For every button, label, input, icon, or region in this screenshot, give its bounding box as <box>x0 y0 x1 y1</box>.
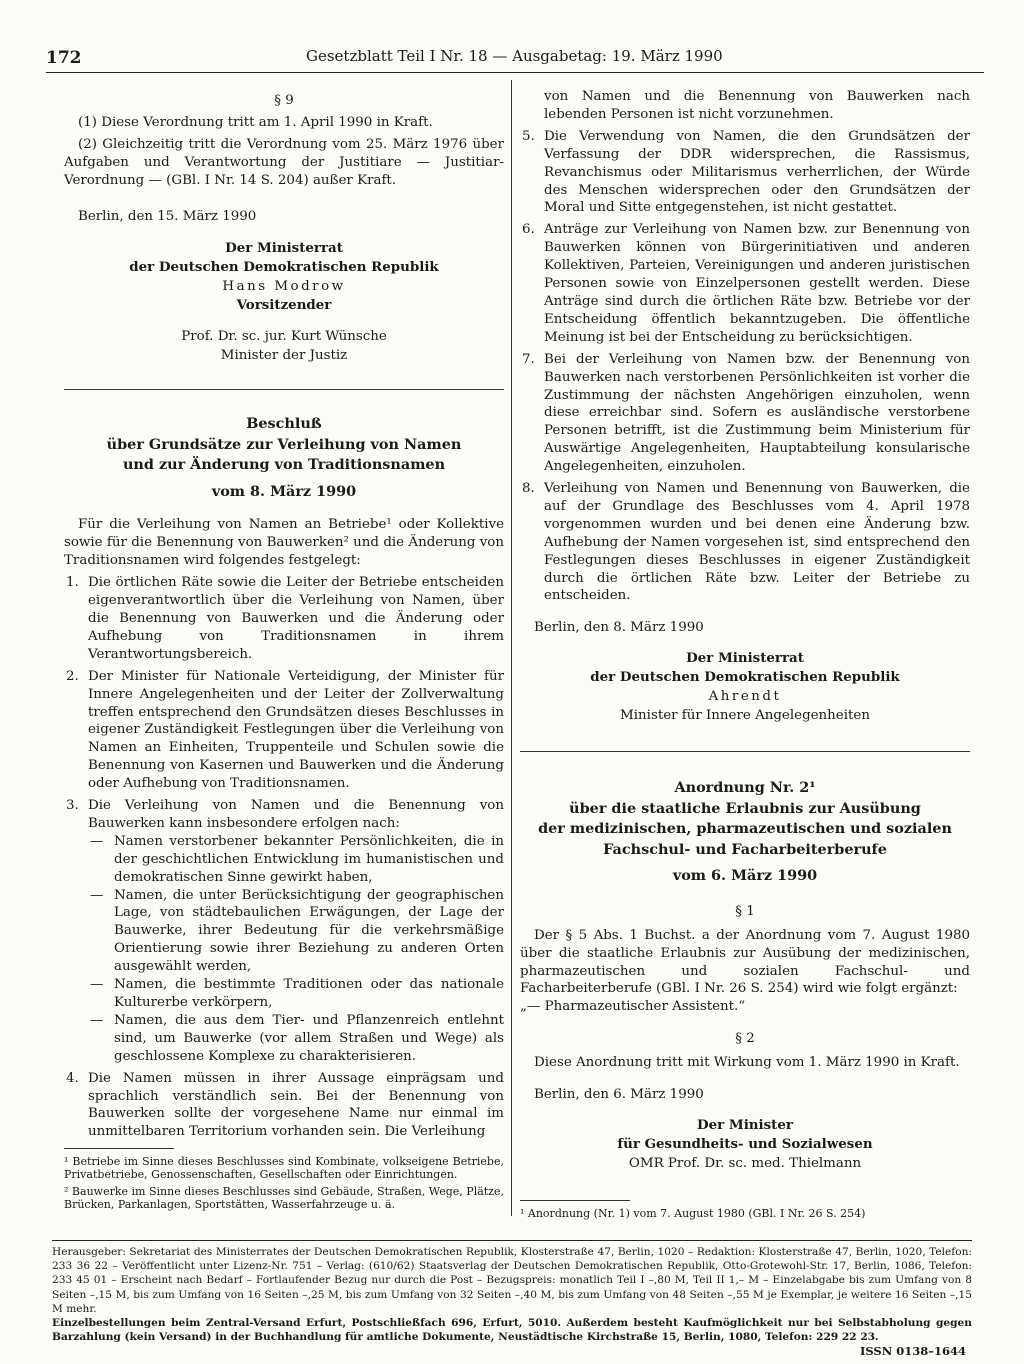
dash-item: — Namen, die aus dem Tier- und Pflanzenreich entlehnt sind, um Bauwerke (vor allem Straßen und Wege) als geschlossene Komplexe zu charakterisieren. <box>90 1012 504 1064</box>
list-item: 3. Die Verleihung von Namen und die Benennung von Bauwerken kann insbesondere erfolgen nach: — Namen verstorbener bekannter Persönlichkeiten, die in der geschichtlichen Entwicklung im humanistischen und demokratischen Sinne gewirkt haben, — Namen, die unter Berücksichtigung der geographischen Lage, von städtebaulichen Erwägungen, der Lage der Bauwerke, ihrer Bedeutung für die verkehrsmäßige Orientierung sowie ihrer Beziehung zu anderen Orten ausgewählt werden, — Namen, die bestimmte Traditionen oder das nationale Kulturerbe verkörpern, — Namen, die aus dem Tier- und Pflanzenreich entlehnt sind, um Bauwerke (vor allem Straßen und Wege) als geschlossene Komplexe zu charakterisieren. <box>66 798 504 1064</box>
footnote-1: ¹ Betriebe im Sinne dieses Beschlusses sind Kombinate, volkseigene Betriebe, Privatbetriebe, Genossenschaften, Gesellschaften oder Einrichtungen. <box>64 1155 504 1182</box>
signature-role-3: Minister für Innere Angelegenheiten <box>620 708 870 724</box>
signature-role-1: Vorsitzender <box>236 297 332 314</box>
section-9-para-1: (1) Diese Verordnung tritt am 1. April 1990 in Kraft. <box>78 114 433 130</box>
anordnung-heading <box>520 778 970 887</box>
signature-name-4: OMR Prof. Dr. sc. med. Thielmann <box>628 1155 862 1171</box>
right-column <box>520 88 970 1173</box>
date-line-3: Berlin, den 6. März 1990 <box>534 1087 704 1103</box>
date-line: Berlin, den 15. März 1990 <box>78 208 257 224</box>
section-9-title: § 9 <box>274 93 294 108</box>
date-line-2: Berlin, den 8. März 1990 <box>534 620 704 636</box>
list-item: 7. Bei der Verleihung von Namen bzw. der Benennung von Bauwerken nach verstorbenen Persönlichkeiten ist vorher die Zustimmung der nächsten Angehörigen einzuholen, wenn diese erreichbar sind. Sofern es ausländische verstorbene Personen betrifft, ist die Zustimmung beim Ministerium für Auswärtige Angelegenheiten, Hauptabteilung konsularische Angelegenheiten, einzuholen. <box>522 351 970 475</box>
issn: ISSN 0138–1644 <box>859 1344 966 1358</box>
signature-role-2: Minister der Justiz <box>220 348 348 364</box>
section-rule <box>64 389 504 390</box>
anordnung-title-4: Fachschul- und Facharbeiterberufe <box>603 840 887 858</box>
signature-name-2: Prof. Dr. sc. jur. Kurt Wünsche <box>181 329 387 345</box>
section-1-text: Der § 5 Abs. 1 Buchst. a der Anordnung vom 7. August 1980 über die staatliche Erlaubnis zur Ausübung der medizinischen, pharmazeutischen und sozialen Fachschul- und Facharbeiterberufe (GBl. I Nr. 26 S. 254) wird wie folgt ergänzt: <box>520 927 970 997</box>
dash-item: — Namen, die bestimmte Traditionen oder das nationale Kulturerbe verkörpern, <box>90 977 504 1010</box>
beschluss-title-3: und zur Änderung von Traditionsnamen <box>122 456 446 474</box>
beschluss-heading <box>64 414 504 502</box>
list-item: 8. Verleihung von Namen und Benennung von Bauwerken, die auf der Grundlage des Beschlusses vom 4. April 1978 vorgenommen wurden und bei denen eine Änderung bzw. Aufhebung der Namen vorgesehen ist, sind entsprechend den Festlegungen dieses Beschlusses in eigener Zuständigkeit durch die örtlichen Räte bzw. Leiter der Betriebe zu entscheiden. <box>522 481 970 604</box>
page-number: 172 <box>46 48 82 68</box>
list-item: 1. Die örtlichen Räte sowie die Leiter der Betriebe entscheiden eigenverantwortlich über die Verleihung von Namen, über die Benennung von Bauwerken und die Änderung oder Aufhebung von Traditionsnamen in ihrem Verantwortungsbereich. <box>66 575 504 662</box>
list-item: 4. Die Namen müssen in ihrer Aussage einprägsam und sprachlich verständlich sein. Bei der Benennung von Bauwerken sollte der vorgesehene Name nur einmal im unmittelbaren Territorium vorhanden sein. Die Verleihung <box>66 1070 504 1140</box>
item-4-continuation: von Namen und die Benennung von Bauwerken nach lebenden Personen ist nicht vorzunehmen. <box>544 89 970 122</box>
anordnung-title-1: Anordnung Nr. 2¹ <box>674 779 816 797</box>
signature-org-2: der Deutschen Demokratischen Republik <box>129 259 439 276</box>
beschluss-title-1: Beschluß <box>246 415 322 433</box>
anordnung-date: vom 6. März 1990 <box>672 867 818 885</box>
section-2-title: § 2 <box>735 1031 755 1047</box>
beschluss-intro: Für die Verleihung von Namen an Betriebe¹ oder Kollektive sowie für die Benennung von Bauwerken² und die Änderung von Traditionsnamen wird folgendes festgelegt: <box>64 517 504 569</box>
signature-org-3: Der Ministerrat <box>686 650 804 667</box>
signature-org-1: Der Ministerrat <box>225 240 343 257</box>
section-1-title: § 1 <box>735 903 755 919</box>
signature-name-1: Hans Modrow <box>222 279 346 295</box>
dash-item: — Namen, die unter Berücksichtigung der geographischen Lage, von städtebaulichen Erwägungen, der Lage der Bauwerke, ihrer Bedeutung für die verkehrsmäßige Orientierung sowie ihrer Beziehung zu anderen Orten ausgewählt werden, <box>90 887 504 975</box>
imprint-orders: Einzelbestellungen beim Zentral-Versand Erfurt, Postschließfach 696, Erfurt, 5010. Außerdem besteht Kaufmöglichkeit nur bei Selbstabholung gegen Barzahlung (kein Versand) in der Buchhandlung für amtliche Dokumente, Neustädtische Kirchstraße 15, Berlin, 1080, Telefon: 229 22 23. <box>52 1317 972 1344</box>
anordnung-title-2: über die staatliche Erlaubnis zur Ausübung <box>569 799 921 817</box>
section-2-text: Diese Anordnung tritt mit Wirkung vom 1. März 1990 in Kraft. <box>534 1055 960 1071</box>
imprint-text: Herausgeber: Sekretariat des Ministerrates der Deutschen Demokratischen Republik, Klosterstraße 47, Berlin, 1020 – Redaktion: Klosterstraße 47, Berlin, 1020, Telefon: 233 36 22 – Veröffentlicht unter Lizenz-Nr. 751 – Verlag: (610/62) Staatsverlag der Deutschen Demokratischen Republik, Otto-Grotewohl-Str. 17, Berlin, 1086, Telefon: 233 45 01 – Erscheint nach Bedarf – Fortlaufender Bezug nur durch die Post – Bezugspreis: monatlich Teil I –,80 M, Teil II 1,– M – Einzelabgabe bis zum Umfang von 8 Seiten –,15 M, bis zum Umfang von 16 Seiten –,25 M, bis zum Umfang von 32 Seiten –,40 M, bis zum Umfang von 48 Seiten –,55 M je Exemplar, je weitere 16 Seiten –,15 M mehr. <box>52 1246 972 1315</box>
list-item: 5. Die Verwendung von Namen, die den Grundsätzen der Verfassung der DDR widersprechen, die Rassismus, Revanchismus oder Militarismus verherrlichen, der Würde des Menschen widersprechen oder den Grundsätzen der Moral und Sitte entgegenstehen, ist nicht gestattet. <box>522 128 970 216</box>
beschluss-title-2: über Grundsätze zur Verleihung von Namen <box>106 435 462 453</box>
left-footnotes <box>64 1148 504 1212</box>
beschluss-items <box>64 574 504 1141</box>
signature-org-4: der Deutschen Demokratischen Republik <box>590 669 900 686</box>
imprint <box>52 1240 972 1344</box>
section-9-para-2: (2) Gleichzeitig tritt die Verordnung vom 25. März 1976 über Aufgaben und Verantwortung der Justitiare — Justitiar-Verordnung — (GBl. I Nr. 14 S. 204) außer Kraft. <box>64 136 504 188</box>
signature-name-3: Ahrendt <box>708 689 782 705</box>
list-item: 2. Der Minister für Nationale Verteidigung, der Minister für Innere Angelegenheiten und der Leiter der Zollverwaltung treffen entsprechend den Grundsätzen dieses Beschlusses in eigener Zuständigkeit Festlegungen über die Verleihung von Namen an Einheiten, Truppenteile und Schulen sowie die Benennung von Kasernen und Bauwerken und die Änderung oder Aufhebung von Traditionsnamen. <box>66 668 504 792</box>
footnote-rule-2 <box>520 1200 630 1201</box>
header-title: Gesetzblatt Teil I Nr. 18 — Ausgabetag: 19. März 1990 <box>306 47 723 65</box>
beschluss-items-cont <box>520 128 970 606</box>
page-header <box>46 42 984 74</box>
header-rule <box>46 72 984 73</box>
list-item: 6. Anträge zur Verleihung von Namen bzw. zur Benennung von Bauwerken können von Bürgerinitiativen und anderen Kollektiven, Parteien, Vereinigungen und anderen juristischen Personen sowie von Einzelpersonen gestellt werden. Diese Anträge sind durch die örtlichen Räte bzw. Betriebe vor der Entscheidung öffentlich bekanntzugeben. Die öffentliche Meinung ist bei der Entscheidung zu berücksichtigen. <box>522 222 970 345</box>
section-rule-2 <box>520 751 970 752</box>
signature-org-5: Der Minister <box>697 1116 793 1133</box>
imprint-rule <box>52 1240 972 1241</box>
beschluss-date: vom 8. März 1990 <box>211 482 357 500</box>
footnote-rule <box>64 1148 174 1149</box>
right-footnotes <box>520 1200 970 1220</box>
footnote-3: ¹ Anordnung (Nr. 1) vom 7. August 1980 (GBl. I Nr. 26 S. 254) <box>520 1207 866 1220</box>
signature-org-6: für Gesundheits- und Sozialwesen <box>617 1135 873 1152</box>
dash-item: — Namen verstorbener bekannter Persönlichkeiten, die in der geschichtlichen Entwicklung im humanistischen und demokratischen Sinne gewirkt haben, <box>90 833 504 885</box>
section-1-quote: „— Pharmazeutischer Assistent.“ <box>520 999 746 1015</box>
left-column <box>64 92 504 1145</box>
column-divider <box>511 80 512 1216</box>
anordnung-title-3: der medizinischen, pharmazeutischen und sozialen <box>538 820 952 838</box>
footnote-2: ² Bauwerke im Sinne dieses Beschlusses sind Gebäude, Straßen, Wege, Plätze, Brücken, Parkanlagen, Sportstätten, Wasserfahrzeuge u. ä. <box>64 1184 504 1212</box>
dash-list <box>88 833 504 1066</box>
